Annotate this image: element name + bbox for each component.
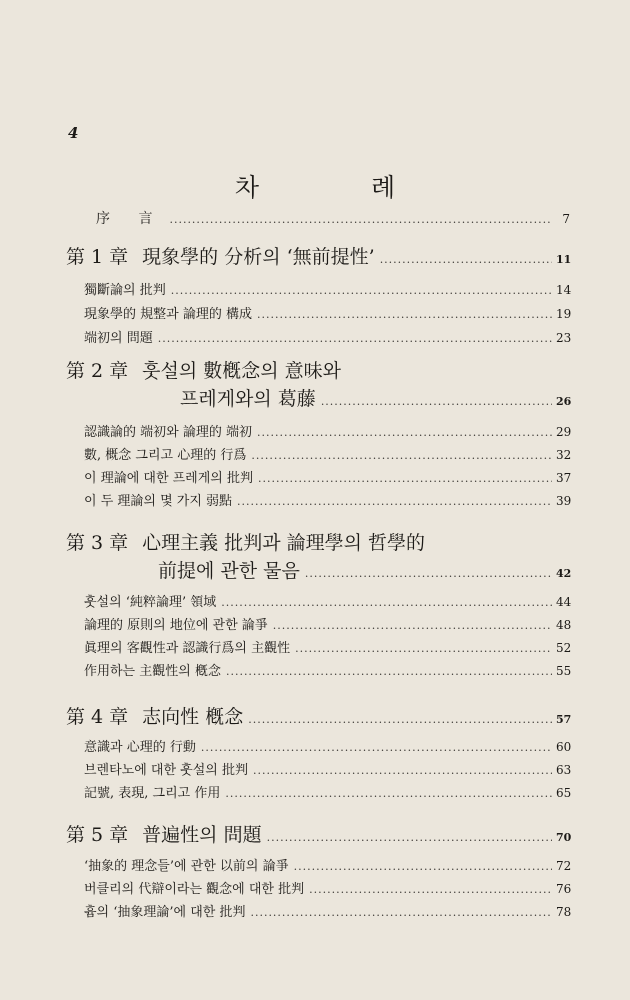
entry-page: 65 — [556, 786, 572, 800]
toc-entry[interactable] — [84, 490, 570, 509]
entry-page: 55 — [556, 664, 572, 678]
entry-title: 端初의 問題 — [84, 331, 153, 346]
chapter-heading[interactable] — [66, 702, 570, 729]
entry-title: 훗설의 ‘純粹論理’ 領域 — [84, 595, 217, 610]
toc-entry[interactable] — [84, 327, 570, 346]
toc-entry[interactable] — [84, 303, 570, 322]
toc-entry[interactable] — [84, 660, 570, 679]
toc-entry[interactable] — [84, 878, 570, 897]
dot-leader — [158, 332, 552, 345]
chapter-number: 第 1 章 — [66, 246, 129, 268]
entry-page: 63 — [556, 763, 572, 777]
chapter-heading[interactable] — [66, 820, 570, 847]
toc-entry[interactable] — [84, 421, 570, 440]
dot-leader — [253, 764, 552, 777]
toc-entry[interactable] — [84, 467, 570, 486]
entry-page: 14 — [556, 283, 572, 297]
entry-title: 이 理論에 대한 프레게의 批判 — [84, 471, 253, 486]
toc-heading: 차 례 — [234, 173, 448, 202]
dot-leader — [251, 449, 552, 462]
entry-page: 44 — [556, 595, 572, 609]
toc-entry[interactable] — [84, 591, 570, 610]
entry-page: 11 — [556, 253, 572, 266]
entry-title: 序 言 — [96, 211, 165, 227]
dot-leader — [225, 787, 552, 800]
dot-leader — [267, 831, 552, 844]
entry-page: 60 — [556, 740, 572, 754]
toc-entry[interactable] — [84, 444, 570, 463]
entry-title: 이 두 理論의 몇 가지 弱點 — [84, 494, 233, 509]
entry-page: 57 — [556, 713, 572, 726]
entry-page: 7 — [562, 212, 570, 226]
entry-title: ‘抽象的 理念들’에 관한 以前의 論爭 — [84, 859, 289, 874]
dot-leader — [257, 426, 552, 439]
entry-page: 70 — [556, 831, 572, 844]
entry-page: 26 — [556, 395, 572, 408]
chapter-number: 第 4 章 — [66, 706, 129, 728]
toc-entry[interactable] — [84, 614, 570, 633]
dot-leader — [273, 619, 552, 632]
entry-title: 眞理의 客觀性과 認識行爲의 主觀性 — [84, 641, 291, 656]
dot-leader — [321, 395, 552, 408]
toc-entry-preface[interactable] — [96, 208, 570, 228]
entry-page: 48 — [556, 618, 572, 632]
entry-page: 52 — [556, 641, 572, 655]
chapter-title-line2: 前提에 관한 물음 — [158, 560, 300, 582]
dot-leader — [258, 472, 552, 485]
chapter-number: 第 2 章 — [66, 360, 129, 382]
dot-leader — [171, 284, 552, 297]
dot-leader — [309, 883, 552, 896]
dot-leader — [305, 567, 552, 580]
toc-entry[interactable] — [84, 855, 570, 874]
dot-leader — [221, 596, 552, 609]
entry-title: 論理的 原則의 地位에 관한 論爭 — [84, 618, 268, 633]
entry-page: 76 — [556, 882, 572, 896]
dot-leader — [295, 642, 552, 655]
entry-page: 39 — [556, 494, 572, 508]
toc-entry[interactable] — [84, 279, 570, 298]
entry-title: 現象學的 規整과 論理的 構成 — [84, 307, 252, 322]
toc-entry[interactable] — [84, 901, 570, 920]
dot-leader — [248, 713, 552, 726]
toc-entry[interactable] — [84, 759, 570, 778]
entry-title: 獨斷論의 批判 — [84, 283, 166, 298]
dot-leader — [294, 860, 552, 873]
entry-title: 버클리의 代辯이라는 觀念에 대한 批判 — [84, 882, 305, 897]
dot-leader — [257, 308, 552, 321]
entry-title: 認識論的 端初와 論理的 端初 — [84, 425, 252, 440]
dot-leader — [201, 741, 552, 754]
entry-page: 37 — [556, 471, 572, 485]
toc-entry[interactable] — [84, 736, 570, 755]
entry-page: 78 — [556, 905, 572, 919]
entry-page: 72 — [556, 859, 572, 873]
entry-page: 29 — [556, 425, 572, 439]
entry-title: 記號, 表現, 그리고 作用 — [84, 786, 221, 801]
chapter-title: 훗설의 數槪念의 意味와 — [142, 360, 342, 382]
entry-page: 19 — [556, 307, 572, 321]
chapter-heading[interactable] — [66, 242, 570, 269]
entry-page: 23 — [556, 331, 572, 345]
dot-leader — [250, 906, 552, 919]
chapter-title-continued[interactable] — [180, 384, 570, 411]
dot-leader — [380, 253, 552, 266]
entry-title: 數, 概念 그리고 心理的 行爲 — [84, 448, 247, 463]
entry-title: 意識과 心理的 行動 — [84, 740, 196, 755]
chapter-number: 第 3 章 — [66, 532, 129, 554]
toc-entry[interactable] — [84, 782, 570, 801]
entry-title: 흄의 ‘抽象理論’에 대한 批判 — [84, 905, 246, 920]
chapter-number: 第 5 章 — [66, 824, 129, 846]
toc-entry[interactable] — [84, 637, 570, 656]
chapter-title: 志向性 槪念 — [142, 706, 244, 728]
chapter-heading[interactable] — [66, 528, 570, 555]
page-number: 4 — [68, 124, 79, 142]
entry-page: 42 — [556, 567, 572, 580]
chapter-title: 心理主義 批判과 論理學의 哲學的 — [142, 532, 425, 554]
chapter-title: 現象學的 分析의 ‘無前提性’ — [142, 246, 375, 268]
dot-leader — [237, 495, 552, 508]
entry-title: 브렌타노에 대한 훗설의 批判 — [84, 763, 248, 778]
entry-page: 32 — [556, 448, 572, 462]
chapter-title: 普遍性의 問題 — [142, 824, 262, 846]
dot-leader — [226, 665, 552, 678]
entry-title: 作用하는 主觀性의 槪念 — [84, 664, 221, 679]
chapter-heading[interactable] — [66, 356, 570, 383]
chapter-title-continued[interactable] — [158, 556, 570, 583]
chapter-title-line2: 프레게와의 葛藤 — [180, 388, 316, 410]
dot-leader — [169, 213, 552, 226]
